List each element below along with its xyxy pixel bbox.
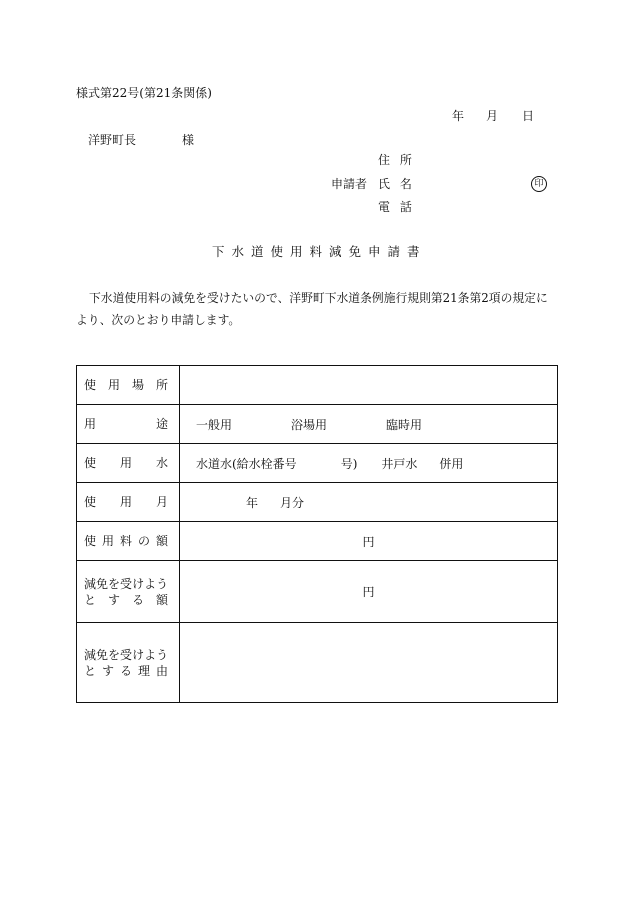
table-row-month [77, 483, 558, 522]
table-row-reduction-amount [77, 561, 558, 623]
location-value-cell[interactable] [180, 366, 558, 405]
addressee-honorific: 様 [182, 133, 195, 147]
seal-icon: 印 [531, 176, 547, 192]
body-line-1: 下水道使用料の減免を受けたいので、洋野町下水道条例施行規則第21条第2項の規定に [89, 291, 548, 305]
usage-option-general[interactable]: 一般用 [196, 417, 233, 432]
usage-option-temporary[interactable]: 臨時用 [386, 417, 423, 432]
water-label: 使 用 水 [84, 456, 168, 470]
month-unit: 月分 [280, 495, 305, 510]
month-year-unit: 年 [246, 495, 259, 510]
usage-option-bath[interactable]: 浴場用 [291, 417, 328, 432]
date-year: 年 [452, 109, 465, 123]
table-row-usage [77, 405, 558, 444]
document-title: 下水道使用料減免申請書 [212, 244, 427, 259]
month-label: 使 用 月 [84, 495, 168, 509]
table-row-water [77, 444, 558, 483]
address-label: 住 所 [378, 153, 415, 167]
date-month: 月 [486, 109, 499, 123]
reduction-amount-label-line1: 減 免 を 受 け よ う [84, 576, 169, 591]
name-label: 氏 名 [378, 177, 415, 191]
reduction-reason-label-line2: と す る 理 由 [84, 663, 168, 678]
usage-value-cell [180, 405, 558, 444]
tap-water-option[interactable]: 水道水(給水栓番号 [196, 456, 297, 471]
application-table [76, 365, 558, 703]
combined-option[interactable]: 併用 [439, 456, 464, 471]
applicant-label: 申請者 [331, 177, 368, 191]
table-row-fee [77, 522, 558, 561]
body-line-2: より、次のとおり申請します。 [76, 313, 241, 327]
table-row-location [77, 366, 558, 405]
fee-unit: 円 [362, 534, 375, 549]
well-water-option[interactable]: 井戸水 [381, 456, 418, 471]
fee-value-cell[interactable] [180, 522, 558, 561]
fee-label: 使 用 料 の 額 [84, 534, 168, 548]
reduction-reason-label-line1: 減 免 を 受 け よ う [84, 647, 169, 662]
location-label: 使 用 場 所 [84, 378, 168, 392]
phone-label: 電 話 [378, 200, 415, 214]
water-value-cell [180, 444, 558, 483]
addressee-name: 洋野町長 [88, 133, 137, 147]
tap-number-close: 号) [340, 456, 358, 471]
month-value-cell[interactable] [180, 483, 558, 522]
reduction-amount-unit: 円 [362, 585, 375, 599]
reduction-reason-value-cell[interactable] [180, 623, 558, 703]
date-day: 日 [522, 109, 535, 123]
reduction-amount-label-line2: と す る 額 [84, 592, 168, 607]
usage-label: 用 途 [84, 417, 168, 431]
form-number: 様式第22号(第21条関係) [76, 86, 212, 100]
reduction-amount-value-cell[interactable] [180, 561, 558, 623]
table-row-reduction-reason [77, 623, 558, 703]
